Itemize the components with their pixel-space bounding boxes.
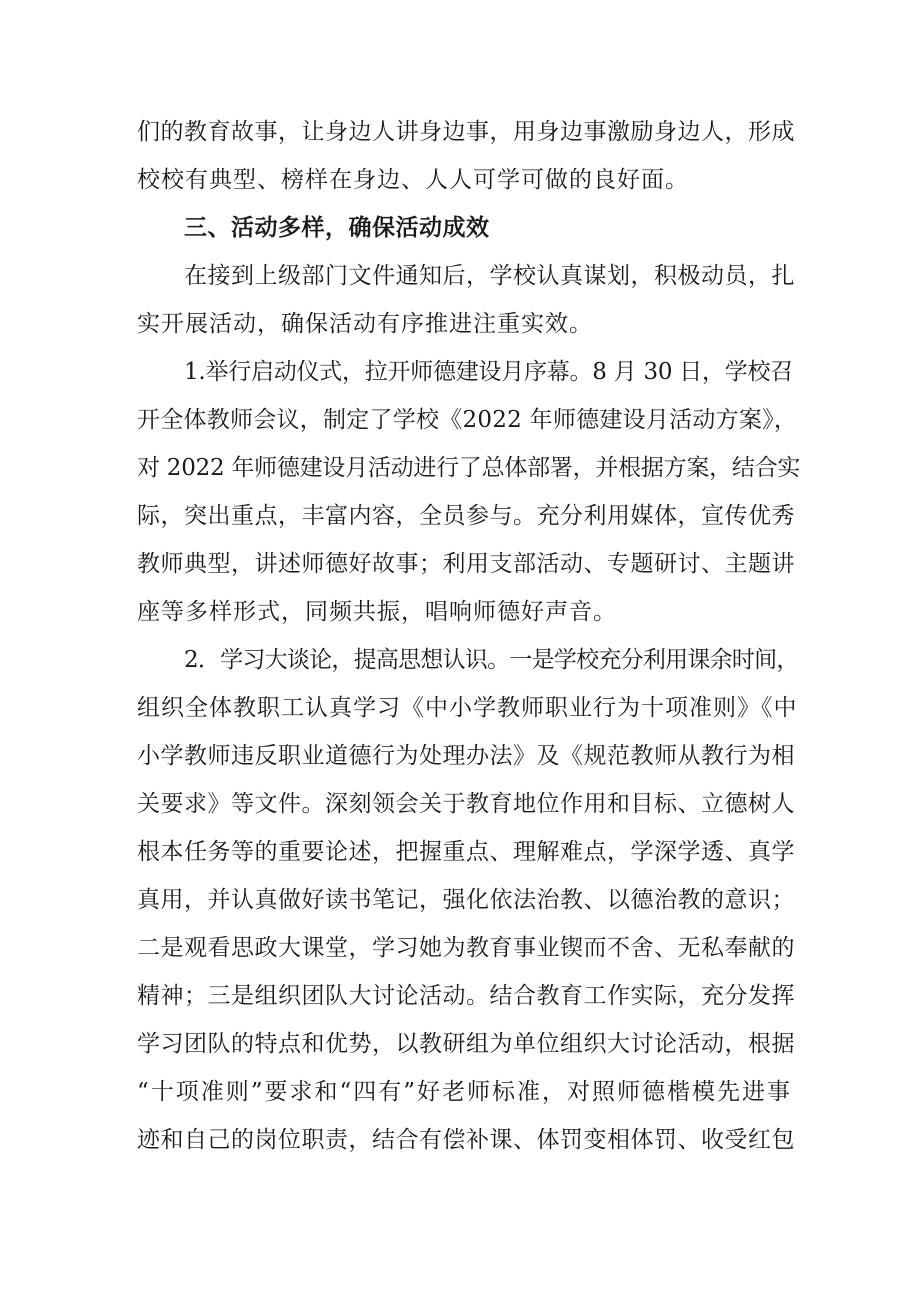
section-heading: 三、活动多样，确保活动成效 xyxy=(184,215,490,241)
text-line: “十项准则”要求和“四有”好老师标准，对照师德楷模先进事 xyxy=(137,1079,791,1105)
text-line: 组织全体教职工认真学习《中小学教师职业行为十项准则》《中 xyxy=(137,695,798,721)
text-line: 二是观看思政大课堂，学习她为教育事业锲而不舍、无私奉献的 xyxy=(137,935,795,961)
paragraph-first-line: 在接到上级部门文件通知后，学校认真谋划，积极动员，扎 xyxy=(184,263,795,289)
text-line: 小学教师违反职业道德行为处理办法》及《规范教师从教行为相 xyxy=(137,743,795,769)
paragraph-first-line: 2．学习大谈论，提高思想认识。一是学校充分利用课余时间， xyxy=(184,647,799,673)
text-line: 教师典型，讲述师德好故事；利用支部活动、专题研讨、主题讲 xyxy=(137,551,795,577)
text-line: 真用，并认真做好读书笔记，强化依法治教、以德治教的意识； xyxy=(137,887,795,913)
paragraph-first-line: 1.举行启动仪式，拉开师德建设月序幕。8 月 30 日，学校召 xyxy=(184,359,794,385)
text-line: 精神；三是组织团队大讨论活动。结合教育工作实际，充分发挥 xyxy=(137,983,795,1009)
text-line: 根本任务等的重要论述，把握重点、理解难点，学深学透、真学 xyxy=(137,839,795,865)
text-line: 迹和自己的岗位职责，结合有偿补课、体罚变相体罚、收受红包 xyxy=(137,1127,795,1153)
text-line: 座等多样形式，同频共振，唱响师德好声音。 xyxy=(137,599,617,625)
text-line: 开全体教师会议，制定了学校《2022 年师德建设月活动方案》， xyxy=(137,407,798,433)
text-line: 关要求》等文件。深刻领会关于教育地位作用和目标、立德树人 xyxy=(137,791,795,817)
text-line: 对 2022 年师德建设月活动进行了总体部署，并根据方案，结合实 xyxy=(137,455,801,481)
text-line: 际，突出重点，丰富内容，全员参与。充分利用媒体，宣传优秀 xyxy=(137,503,795,529)
text-line: 校校有典型、榜样在身边、人人可学可做的良好面。 xyxy=(137,167,689,193)
text-line: 们的教育故事，让身边人讲身边事，用身边事激励身边人，形成 xyxy=(137,119,795,145)
text-line: 实开展活动，确保活动有序推进注重实效。 xyxy=(137,311,593,337)
text-line: 学习团队的特点和优势，以教研组为单位组织大讨论活动，根据 xyxy=(137,1031,795,1057)
